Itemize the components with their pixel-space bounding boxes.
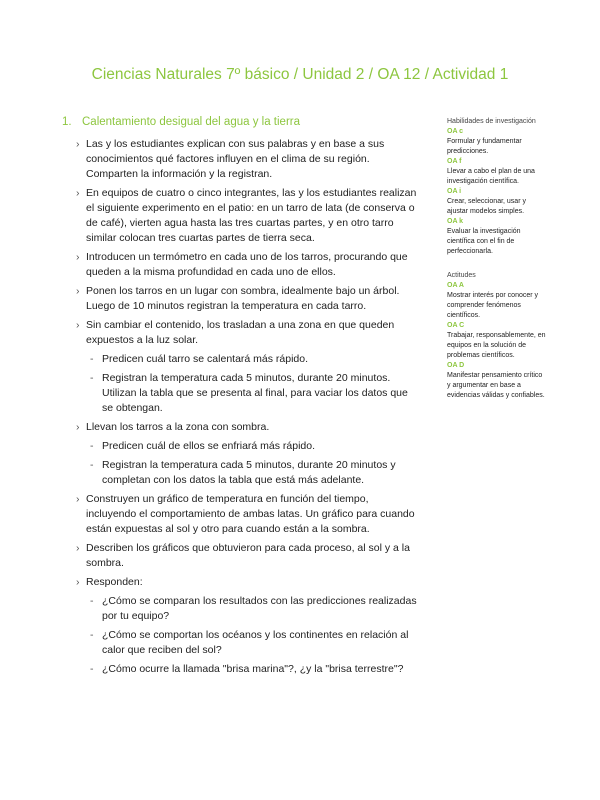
section-title: Calentamiento desigual del agua y la tierra	[82, 116, 300, 128]
activity-step-text: Introducen un termómetro en cada uno de los tarros, procurando que queden a la misma profundidad en cada uno de ellos.	[86, 251, 408, 278]
chevron-right-icon: ›	[76, 421, 80, 433]
activity-substep	[86, 594, 417, 624]
activity-substep-text: ¿Cómo se comparan los resultados con las predicciones realizadas por tu equipo?	[102, 595, 417, 622]
objective-text: Mostrar interés por conocer y comprender fenómenos científicos.	[447, 292, 539, 319]
activity-step-text: Ponen los tarros en un lugar con sombra, idealmente bajo un árbol. Luego de 10 minutos registran la temperatura en cada tarro.	[86, 285, 400, 312]
activity-step	[62, 284, 417, 314]
chevron-right-icon: ›	[76, 251, 80, 263]
activity-substep	[86, 662, 417, 677]
objective-text: Evaluar la investigación científica con el fin de perfeccionarla.	[447, 228, 521, 255]
activity-step-text: En equipos de cuatro o cinco integrantes, las y los estudiantes realizan el siguiente experimento en el patio: en un tarro de lata (de conserva o de café), vierten agua hasta las tres cuartas partes, y en otro tarro similar colocan tres cuartas partes de tierra seca.	[86, 187, 417, 244]
activity-step	[62, 250, 417, 280]
objective-code: OA i	[447, 188, 462, 195]
sidebar-habilidades-heading: Habilidades de investigación	[447, 118, 536, 125]
sidebar-actitudes	[447, 271, 547, 401]
sidebar	[447, 117, 547, 415]
dash-icon: -	[90, 629, 94, 641]
objective-code: OA f	[447, 158, 462, 165]
objective-text: Crear, seleccionar, usar y ajustar modelos simples.	[447, 198, 526, 215]
activity-substeps-list	[86, 594, 417, 677]
section-heading	[62, 116, 417, 128]
objective-code: OA C	[447, 322, 465, 329]
activity-step	[62, 420, 417, 488]
activity-substeps-list	[86, 439, 417, 488]
chevron-right-icon: ›	[76, 542, 80, 554]
chevron-right-icon: ›	[76, 319, 80, 331]
activity-substep-text: Registran la temperatura cada 5 minutos, durante 20 minutos. Utilizan la tabla que se presenta al final, para vaciar los datos que se obtengan.	[102, 372, 408, 414]
chevron-right-icon: ›	[76, 138, 80, 150]
dash-icon: -	[90, 663, 94, 675]
dash-icon: -	[90, 595, 94, 607]
objective-code: OA A	[447, 282, 464, 289]
objective-text: Trabajar, responsablemente, en equipos en la solución de problemas científicos.	[447, 332, 546, 359]
activity-substep	[86, 352, 417, 367]
section-number: 1.	[62, 116, 72, 128]
objective-code: OA D	[447, 362, 465, 369]
sidebar-actitudes-heading: Actitudes	[447, 272, 476, 279]
activity-step	[62, 318, 417, 416]
activity-substep-text: ¿Cómo ocurre la llamada "brisa marina"?, ¿y la "brisa terrestre"?	[102, 663, 404, 675]
activity-substep	[86, 371, 417, 416]
activity-step-text: Las y los estudiantes explican con sus palabras y en base a sus conocimientos qué factores influyen en el clima de su región. Comparten la información y la registran.	[86, 138, 385, 180]
dash-icon: -	[90, 372, 94, 384]
sidebar-habilidades	[447, 117, 547, 257]
activity-step-text: Llevan los tarros a la zona con sombra.	[86, 421, 270, 433]
activity-step	[62, 186, 417, 246]
chevron-right-icon: ›	[76, 493, 80, 505]
activity-substep-text: Predicen cuál tarro se calentará más rápido.	[102, 353, 309, 365]
activity-step	[62, 575, 417, 677]
activity-step-text: Responden:	[86, 576, 143, 588]
objective-code: OA c	[447, 128, 464, 135]
chevron-right-icon: ›	[76, 285, 80, 297]
activity-step-text: Sin cambiar el contenido, los trasladan a una zona en que queden expuestos a la luz solar.	[86, 319, 395, 346]
chevron-right-icon: ›	[76, 187, 80, 199]
activity-step-text: Construyen un gráfico de temperatura en función del tiempo, incluyendo el comportamiento de ambas latas. Un gráfico para cuando están expuestas al sol y otro para cuando están a la sombra.	[86, 493, 415, 535]
activity-substep-text: Predicen cuál de ellos se enfriará más rápido.	[102, 440, 316, 452]
activity-step	[62, 492, 417, 537]
activity-substeps-list	[86, 352, 417, 416]
dash-icon: -	[90, 459, 94, 471]
activity-substep	[86, 628, 417, 658]
activity-substep	[86, 458, 417, 488]
activity-steps-list	[62, 137, 417, 677]
objective-code: OA k	[447, 218, 464, 225]
page-title: Ciencias Naturales 7º básico / Unidad 2 / OA 12 / Actividad 1	[91, 66, 509, 83]
activity-substep-text: Registran la temperatura cada 5 minutos, durante 20 minutos y completan con los datos la tabla que está más adelante.	[102, 459, 396, 486]
objective-text: Llevar a cabo el plan de una investigación científica.	[447, 168, 535, 185]
activity-step-text: Describen los gráficos que obtuvieron para cada proceso, al sol y a la sombra.	[86, 542, 410, 569]
activity-content	[62, 116, 417, 681]
activity-substep-text: ¿Cómo se comportan los océanos y los continentes en relación al calor que reciben del sol?	[102, 629, 409, 656]
activity-step	[62, 541, 417, 571]
activity-substep	[86, 439, 417, 454]
objective-text: Formular y fundamentar predicciones.	[447, 138, 522, 155]
dash-icon: -	[90, 353, 94, 365]
activity-step	[62, 137, 417, 182]
objective-text: Manifestar pensamiento crítico y argumentar en base a evidencias válidas y confiables.	[447, 372, 545, 399]
dash-icon: -	[90, 440, 94, 452]
chevron-right-icon: ›	[76, 576, 80, 588]
